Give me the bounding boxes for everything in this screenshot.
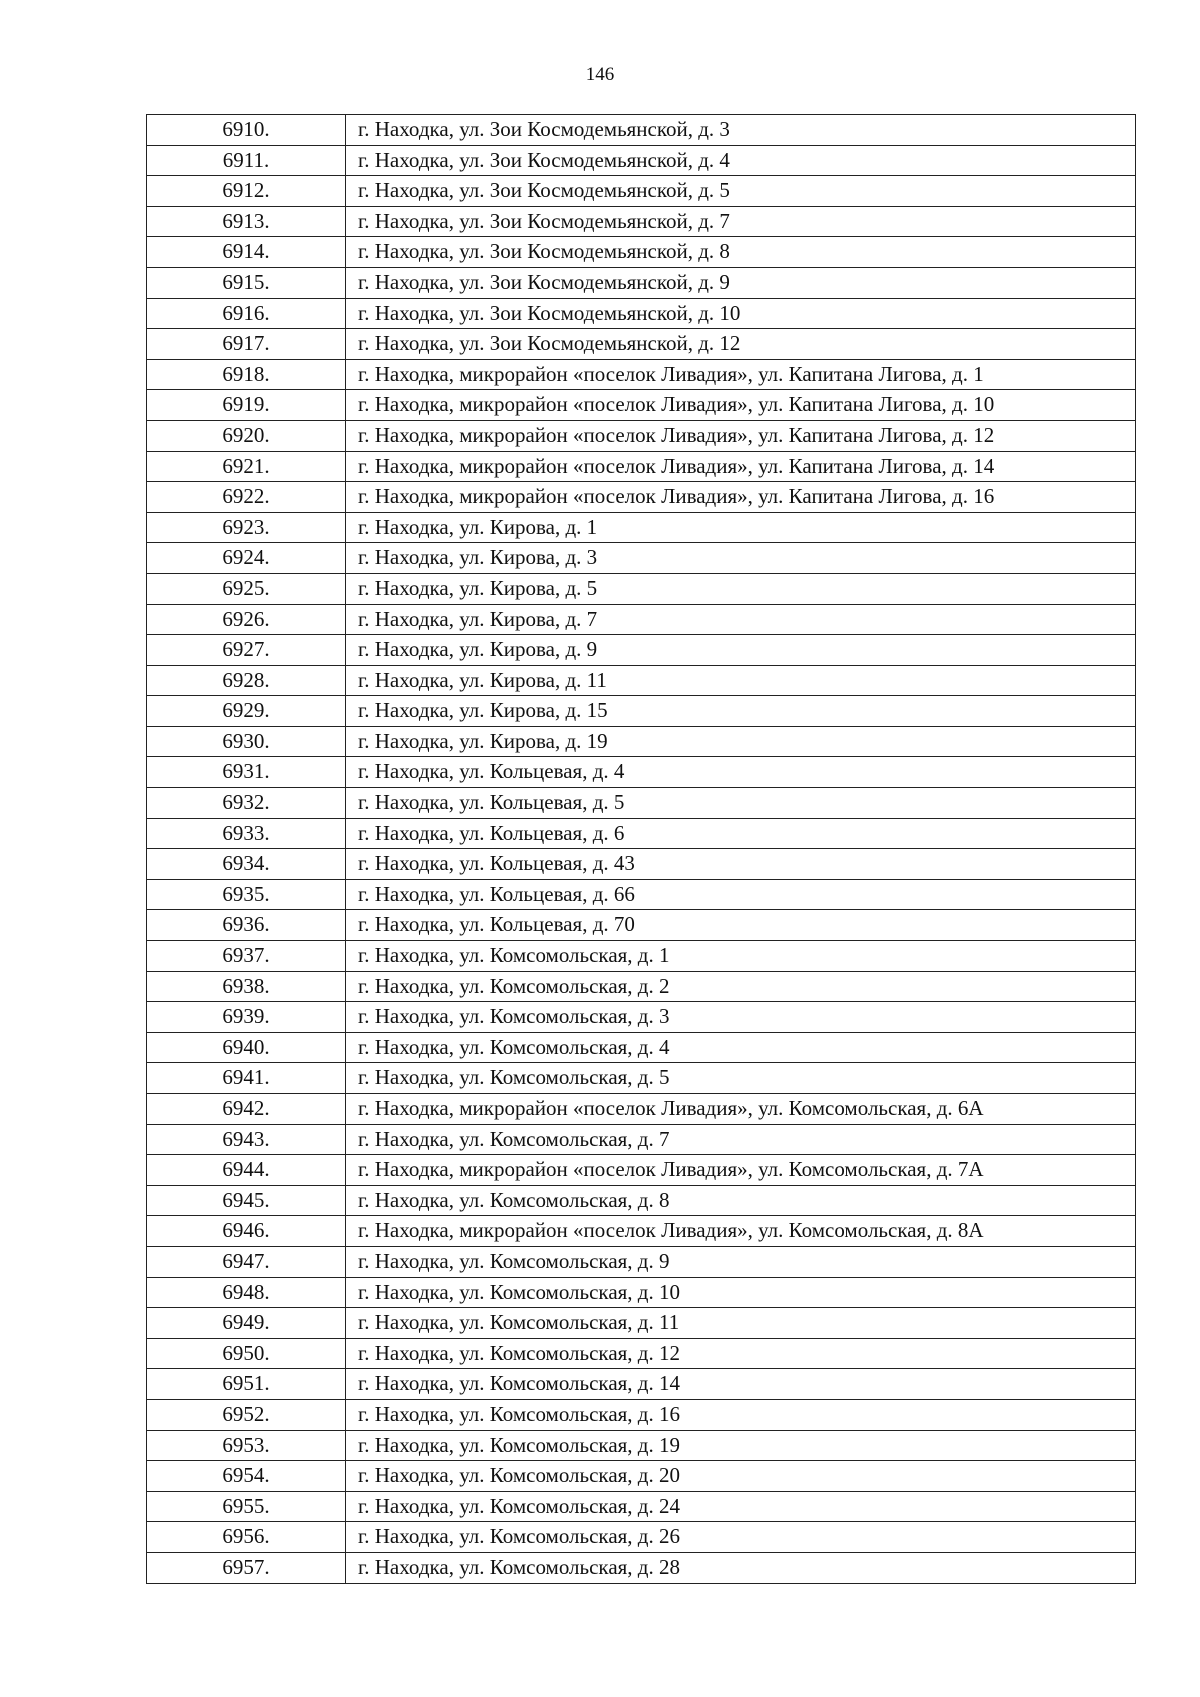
- address-cell: г. Находка, ул. Комсомольская, д. 10: [346, 1277, 1136, 1308]
- address-cell: г. Находка, ул. Комсомольская, д. 8: [346, 1185, 1136, 1216]
- address-cell: г. Находка, ул. Комсомольская, д. 28: [346, 1552, 1136, 1583]
- address-cell: г. Находка, ул. Комсомольская, д. 1: [346, 941, 1136, 972]
- table-row: [147, 1338, 1136, 1369]
- row-number-cell: 6935.: [147, 879, 346, 910]
- table-row: [147, 329, 1136, 360]
- address-cell: г. Находка, ул. Кирова, д. 11: [346, 665, 1136, 696]
- row-number-cell: 6911.: [147, 145, 346, 176]
- table-row: [147, 1277, 1136, 1308]
- row-number-cell: 6936.: [147, 910, 346, 941]
- table-row: [147, 1461, 1136, 1492]
- table-row: [147, 1399, 1136, 1430]
- row-number-cell: 6942.: [147, 1094, 346, 1125]
- row-number-cell: 6923.: [147, 512, 346, 543]
- row-number-cell: 6943.: [147, 1124, 346, 1155]
- table-row: [147, 267, 1136, 298]
- row-number-cell: 6914.: [147, 237, 346, 268]
- address-cell: г. Находка, ул. Зои Космодемьянской, д. 7: [346, 206, 1136, 237]
- table-row: [147, 818, 1136, 849]
- address-cell: г. Находка, ул. Комсомольская, д. 24: [346, 1491, 1136, 1522]
- row-number-cell: 6916.: [147, 298, 346, 329]
- table-row: [147, 788, 1136, 819]
- row-number-cell: 6954.: [147, 1461, 346, 1492]
- table-row: [147, 482, 1136, 513]
- address-table: [146, 114, 1136, 1584]
- row-number-cell: 6925.: [147, 573, 346, 604]
- address-cell: г. Находка, ул. Комсомольская, д. 3: [346, 1002, 1136, 1033]
- address-cell: г. Находка, ул. Зои Космодемьянской, д. 3: [346, 115, 1136, 146]
- row-number-cell: 6915.: [147, 267, 346, 298]
- address-cell: г. Находка, микрорайон «поселок Ливадия», ул. Комсомольская, д. 6А: [346, 1094, 1136, 1125]
- table-row: [147, 941, 1136, 972]
- table-row: [147, 237, 1136, 268]
- row-number-cell: 6955.: [147, 1491, 346, 1522]
- row-number-cell: 6924.: [147, 543, 346, 574]
- row-number-cell: 6912.: [147, 176, 346, 207]
- row-number-cell: 6951.: [147, 1369, 346, 1400]
- address-cell: г. Находка, ул. Комсомольская, д. 14: [346, 1369, 1136, 1400]
- row-number-cell: 6934.: [147, 849, 346, 880]
- row-number-cell: 6921.: [147, 451, 346, 482]
- table-row: [147, 971, 1136, 1002]
- table-row: [147, 573, 1136, 604]
- table-row: [147, 1185, 1136, 1216]
- row-number-cell: 6938.: [147, 971, 346, 1002]
- address-cell: г. Находка, ул. Комсомольская, д. 16: [346, 1399, 1136, 1430]
- address-cell: г. Находка, ул. Кольцевая, д. 6: [346, 818, 1136, 849]
- row-number-cell: 6919.: [147, 390, 346, 421]
- address-cell: г. Находка, ул. Кольцевая, д. 5: [346, 788, 1136, 819]
- address-cell: г. Находка, ул. Комсомольская, д. 26: [346, 1522, 1136, 1553]
- table-row: [147, 1308, 1136, 1339]
- row-number-cell: 6937.: [147, 941, 346, 972]
- address-cell: г. Находка, ул. Кольцевая, д. 4: [346, 757, 1136, 788]
- table-row: [147, 879, 1136, 910]
- address-cell: г. Находка, ул. Зои Космодемьянской, д. 8: [346, 237, 1136, 268]
- table-row: [147, 1155, 1136, 1186]
- row-number-cell: 6929.: [147, 696, 346, 727]
- row-number-cell: 6922.: [147, 482, 346, 513]
- address-cell: г. Находка, ул. Зои Космодемьянской, д. 9: [346, 267, 1136, 298]
- row-number-cell: 6944.: [147, 1155, 346, 1186]
- row-number-cell: 6920.: [147, 420, 346, 451]
- table-row: [147, 298, 1136, 329]
- row-number-cell: 6941.: [147, 1063, 346, 1094]
- table-row: [147, 1094, 1136, 1125]
- address-cell: г. Находка, ул. Комсомольская, д. 12: [346, 1338, 1136, 1369]
- table-row: [147, 849, 1136, 880]
- address-cell: г. Находка, ул. Кирова, д. 9: [346, 635, 1136, 666]
- row-number-cell: 6927.: [147, 635, 346, 666]
- row-number-cell: 6933.: [147, 818, 346, 849]
- table-row: [147, 726, 1136, 757]
- table-row: [147, 1369, 1136, 1400]
- address-cell: г. Находка, ул. Комсомольская, д. 19: [346, 1430, 1136, 1461]
- table-row: [147, 451, 1136, 482]
- table-row: [147, 420, 1136, 451]
- address-cell: г. Находка, ул. Зои Космодемьянской, д. 12: [346, 329, 1136, 360]
- address-cell: г. Находка, ул. Кирова, д. 3: [346, 543, 1136, 574]
- address-cell: г. Находка, микрорайон «поселок Ливадия», ул. Капитана Лигова, д. 10: [346, 390, 1136, 421]
- address-cell: г. Находка, ул. Комсомольская, д. 7: [346, 1124, 1136, 1155]
- address-cell: г. Находка, ул. Зои Космодемьянской, д. 5: [346, 176, 1136, 207]
- row-number-cell: 6956.: [147, 1522, 346, 1553]
- table-row: [147, 757, 1136, 788]
- row-number-cell: 6949.: [147, 1308, 346, 1339]
- address-cell: г. Находка, ул. Кирова, д. 15: [346, 696, 1136, 727]
- row-number-cell: 6946.: [147, 1216, 346, 1247]
- row-number-cell: 6947.: [147, 1246, 346, 1277]
- table-row: [147, 206, 1136, 237]
- table-row: [147, 635, 1136, 666]
- address-cell: г. Находка, ул. Комсомольская, д. 2: [346, 971, 1136, 1002]
- row-number-cell: 6931.: [147, 757, 346, 788]
- table-row: [147, 512, 1136, 543]
- table-row: [147, 1491, 1136, 1522]
- address-cell: г. Находка, ул. Кирова, д. 7: [346, 604, 1136, 635]
- row-number-cell: 6918.: [147, 359, 346, 390]
- row-number-cell: 6932.: [147, 788, 346, 819]
- table-row: [147, 696, 1136, 727]
- row-number-cell: 6930.: [147, 726, 346, 757]
- address-cell: г. Находка, ул. Кирова, д. 1: [346, 512, 1136, 543]
- table-row: [147, 543, 1136, 574]
- address-cell: г. Находка, микрорайон «поселок Ливадия», ул. Капитана Лигова, д. 12: [346, 420, 1136, 451]
- table-row: [147, 1430, 1136, 1461]
- table-row: [147, 604, 1136, 635]
- table-row: [147, 1124, 1136, 1155]
- table-row: [147, 665, 1136, 696]
- address-cell: г. Находка, ул. Комсомольская, д. 5: [346, 1063, 1136, 1094]
- address-cell: г. Находка, ул. Зои Космодемьянской, д. 10: [346, 298, 1136, 329]
- table-row: [147, 1032, 1136, 1063]
- row-number-cell: 6926.: [147, 604, 346, 635]
- row-number-cell: 6913.: [147, 206, 346, 237]
- address-cell: г. Находка, ул. Кольцевая, д. 70: [346, 910, 1136, 941]
- address-cell: г. Находка, ул. Комсомольская, д. 20: [346, 1461, 1136, 1492]
- table-row: [147, 1216, 1136, 1247]
- row-number-cell: 6939.: [147, 1002, 346, 1033]
- table-row: [147, 1522, 1136, 1553]
- address-table-body: [147, 115, 1136, 1584]
- row-number-cell: 6953.: [147, 1430, 346, 1461]
- row-number-cell: 6945.: [147, 1185, 346, 1216]
- row-number-cell: 6952.: [147, 1399, 346, 1430]
- address-cell: г. Находка, ул. Кирова, д. 19: [346, 726, 1136, 757]
- table-row: [147, 1063, 1136, 1094]
- row-number-cell: 6928.: [147, 665, 346, 696]
- table-row: [147, 145, 1136, 176]
- row-number-cell: 6950.: [147, 1338, 346, 1369]
- table-row: [147, 390, 1136, 421]
- address-cell: г. Находка, микрорайон «поселок Ливадия», ул. Капитана Лигова, д. 16: [346, 482, 1136, 513]
- row-number-cell: 6957.: [147, 1552, 346, 1583]
- address-cell: г. Находка, ул. Кольцевая, д. 43: [346, 849, 1136, 880]
- address-cell: г. Находка, микрорайон «поселок Ливадия», ул. Капитана Лигова, д. 1: [346, 359, 1136, 390]
- row-number-cell: 6940.: [147, 1032, 346, 1063]
- table-row: [147, 115, 1136, 146]
- address-cell: г. Находка, микрорайон «поселок Ливадия», ул. Комсомольская, д. 7А: [346, 1155, 1136, 1186]
- table-row: [147, 910, 1136, 941]
- row-number-cell: 6910.: [147, 115, 346, 146]
- address-cell: г. Находка, ул. Кирова, д. 5: [346, 573, 1136, 604]
- row-number-cell: 6917.: [147, 329, 346, 360]
- table-row: [147, 1552, 1136, 1583]
- table-row: [147, 359, 1136, 390]
- page-number: 146: [585, 64, 615, 85]
- row-number-cell: 6948.: [147, 1277, 346, 1308]
- table-row: [147, 1002, 1136, 1033]
- address-cell: г. Находка, микрорайон «поселок Ливадия», ул. Капитана Лигова, д. 14: [346, 451, 1136, 482]
- address-cell: г. Находка, ул. Комсомольская, д. 11: [346, 1308, 1136, 1339]
- address-cell: г. Находка, ул. Кольцевая, д. 66: [346, 879, 1136, 910]
- table-row: [147, 1246, 1136, 1277]
- table-row: [147, 176, 1136, 207]
- address-cell: г. Находка, микрорайон «поселок Ливадия», ул. Комсомольская, д. 8А: [346, 1216, 1136, 1247]
- address-cell: г. Находка, ул. Комсомольская, д. 9: [346, 1246, 1136, 1277]
- address-cell: г. Находка, ул. Комсомольская, д. 4: [346, 1032, 1136, 1063]
- address-cell: г. Находка, ул. Зои Космодемьянской, д. 4: [346, 145, 1136, 176]
